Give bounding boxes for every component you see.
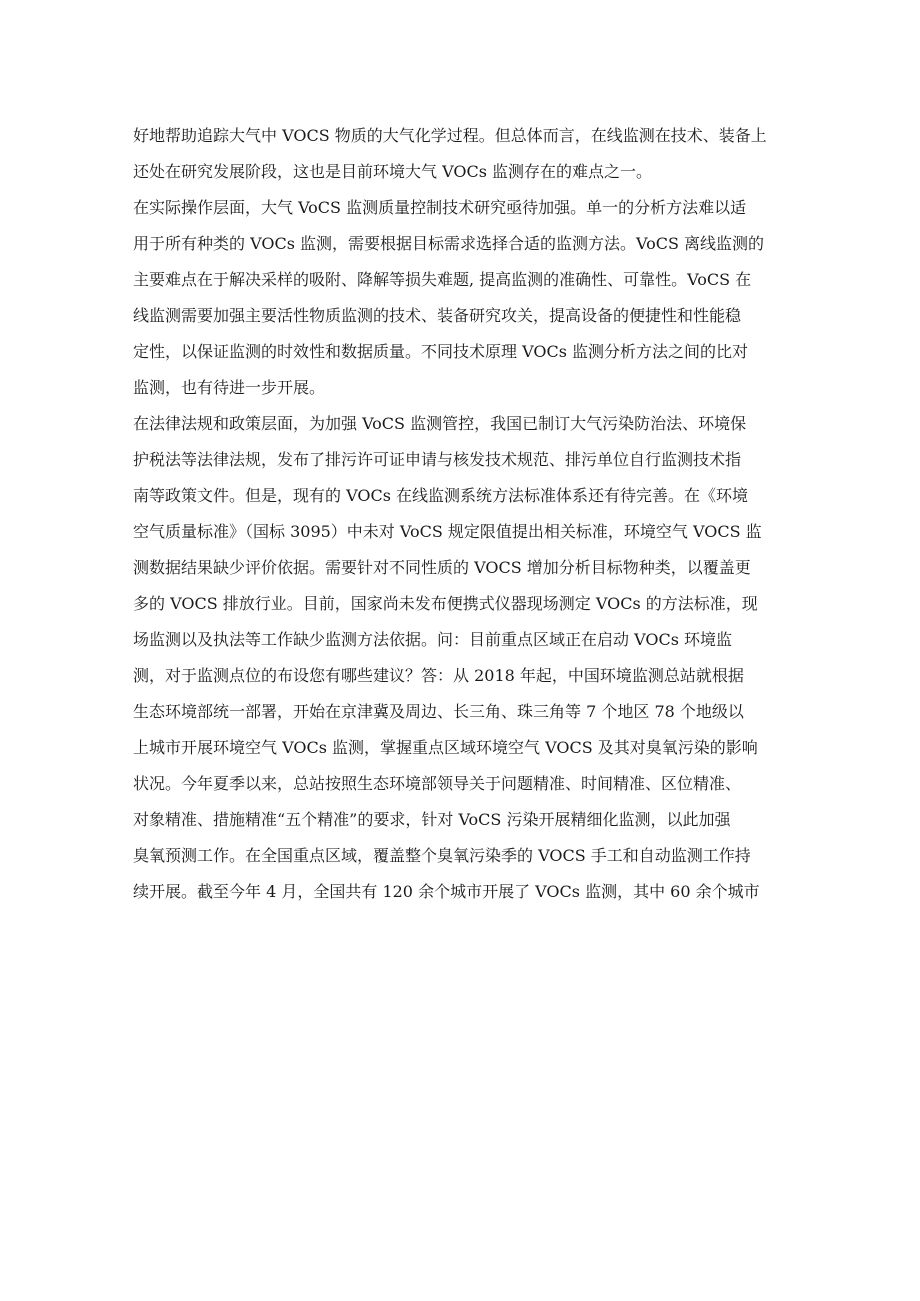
text-line: 护税法等法律法规，发布了排污许可证申请与核发技术规范、排污单位自行监测技术指	[133, 450, 742, 469]
text-line: 用于所有种类的 VOCs 监测，需要根据目标需求选择合适的监测方法。VoCS 离线监测的	[133, 234, 765, 253]
text-line: 对象精准、措施精准“五个精准”的要求，针对 VoCS 污染开展精细化监测，以此加强	[133, 810, 731, 829]
text-line: 空气质量标准》（国标 3095）中未对 VoCS 规定限值提出相关标准，环境空气 VOCS 监	[133, 522, 762, 541]
text-line: 主要难点在于解决采样的吸附、降解等损失难题, 提高监测的准确性、可靠性。VoCS 在	[133, 270, 752, 289]
paragraph-2	[133, 190, 793, 406]
text-line: 定性，以保证监测的时效性和数据质量。不同技术原理 VOCs 监测分析方法之间的比对	[133, 342, 749, 361]
text-line: 好地帮助追踪大气中 VOCS 物质的大气化学过程。但总体而言，在线监测在技术、装备上	[133, 126, 767, 145]
text-line: 多的 VOCS 排放行业。目前，国家尚未发布便携式仪器现场测定 VOCs 的方法标准，现	[133, 594, 758, 613]
document-body	[133, 118, 793, 910]
text-line: 还处在研究发展阶段，这也是目前环境大气 VOCs 监测存在的难点之一。	[133, 162, 653, 181]
text-line: 场监测以及执法等工作缺少监测方法依据。问：目前重点区域正在启动 VOCs 环境监	[133, 630, 733, 649]
text-line: 生态环境部统一部署，开始在京津冀及周边、长三角、珠三角等 7 个地区 78 个地级以	[133, 702, 744, 721]
text-line: 线监测需要加强主要活性物质监测的技术、装备研究攻关，提高设备的便捷性和性能稳	[133, 306, 742, 325]
text-line: 上城市开展环境空气 VOCs 监测，掌握重点区域环境空气 VOCS 及其对臭氧污染的影响	[133, 738, 758, 757]
text-line: 状况。今年夏季以来，总站按照生态环境部领导关于问题精准、时间精准、区位精准、	[133, 774, 742, 793]
text-line: 臭氧预测工作。在全国重点区域，覆盖整个臭氧污染季的 VOCS 手工和自动监测工作持	[133, 846, 751, 865]
paragraph-3	[133, 406, 793, 910]
text-line: 南等政策文件。但是，现有的 VOCs 在线监测系统方法标准体系还有待完善。在《环境	[133, 486, 749, 505]
text-line: 测数据结果缺少评价依据。需要针对不同性质的 VOCS 增加分析目标物种类，以覆盖更	[133, 558, 751, 577]
paragraph-1	[133, 118, 793, 190]
text-line: 监测，也有待进一步开展。	[133, 378, 326, 397]
text-line: 在法律法规和政策层面，为加强 VoCS 监测管控，我国已制订大气污染防治法、环境保	[133, 414, 747, 433]
text-line: 在实际操作层面，大气 VoCS 监测质量控制技术研究亟待加强。单一的分析方法难以适	[133, 198, 747, 217]
text-line: 测，对于监测点位的布设您有哪些建议？答：从 2018 年起，中国环境监测总站就根据	[133, 666, 744, 685]
text-line: 续开展。截至今年 4 月，全国共有 120 余个城市开展了 VOCs 监测，其中 60 余个城市	[133, 882, 760, 901]
